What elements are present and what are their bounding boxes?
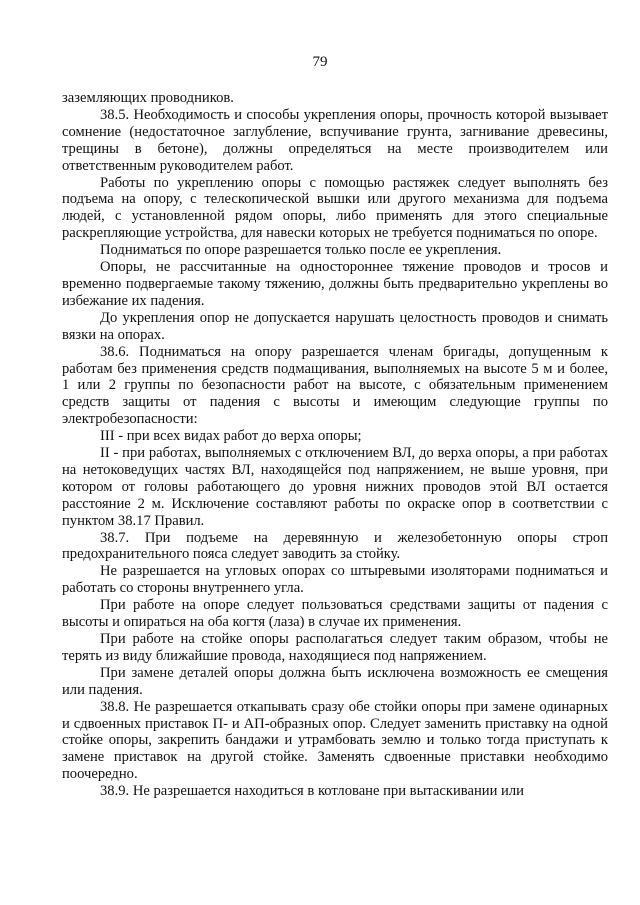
paragraph: При работе на стойке опоры располагаться следует таким образом, чтобы не терять из виду ближайшие провода, находящиеся под напряжением. [62, 631, 608, 664]
paragraph-continuation: заземляющих проводников. [62, 90, 234, 106]
list-item-group-iii: III - при всех видах работ до верха опоры; [100, 428, 362, 445]
paragraph: Не разрешается на угловых опорах со штыревыми изоляторами подниматься и работать со стороны внутреннего угла. [62, 563, 608, 597]
paragraph: Опоры, не рассчитанные на одностороннее тяжение проводов и тросов и временно подвергаемые такому тяжению, должны быть предварительно укреплены во избежание их падения. [62, 259, 608, 309]
list-item-group-ii: II - при работах, выполняемых с отключением ВЛ, до верха опоры, а при работах на нетоковедущих частях ВЛ, находящейся под напряжением, не выше уровня, при котором от головы работающего до уровня нижних проводов этой ВЛ остается расстояние 2 м. Исключение составляют работы по окраске опор в соответствии с пунктом 38.17 Правил. [62, 445, 608, 529]
page-number: 79 [312, 54, 328, 70]
paragraph-38-7: 38.7. При подъеме на деревянную и железобетонную опоры строп предохранительного пояса следует заводить за стойку. [62, 529, 608, 563]
paragraph-38-5: 38.5. Необходимость и способы укрепления опоры, прочность которой вызывает сомнение (недостаточное заглубление, вспучивание грунта, загнивание древесины, трещины в бетоне), должны определяться на месте производителем или ответственным руководителем работ. [62, 106, 608, 174]
paragraph-38-9: 38.9. Не разрешается находиться в котловане при вытаскивании или [100, 783, 524, 800]
paragraph: Подниматься по опоре разрешается только после ее укрепления. [100, 242, 502, 259]
paragraph-38-8: 38.8. Не разрешается откапывать сразу обе стойки опоры при замене одинарных и сдвоенных приставок П- и АП-образных опор. Следует заменить приставку на одной стойке опоры, закрепить бандажи и утрамбовать землю и только тогда приступать к замене приставок на другой стойке. Заменять сдвоенные приставки необходимо поочередно. [62, 698, 608, 783]
paragraph: При работе на опоре следует пользоваться средствами защиты от падения с высоты и опираться на оба когтя (лаза) в случае их применения. [62, 597, 608, 631]
body-text [62, 90, 608, 800]
paragraph: До укрепления опор не допускается нарушать целостность проводов и снимать вязки на опорах. [62, 309, 608, 343]
paragraph: При замене деталей опоры должна быть исключена возможность ее смещения или падения. [62, 664, 608, 698]
paragraph-38-6: 38.6. Подниматься на опору разрешается членам бригады, допущенным к работам без применения средств подмащивания, выполняемых на высоте 5 м и более, 1 или 2 группы по безопасности работ на высоте, с обязательным применением средств защиты от падения с высоты и имеющим следующие группы по электробезопасности: [62, 343, 608, 428]
paragraph: Работы по укреплению опоры с помощью растяжек следует выполнять без подъема на опору, с телескопической вышки или другого механизма для подъема людей, с установленной рядом опоры, либо применять для этого специальные раскрепляющие устройства, для навески которых не требуется подниматься по опоре. [62, 174, 608, 242]
